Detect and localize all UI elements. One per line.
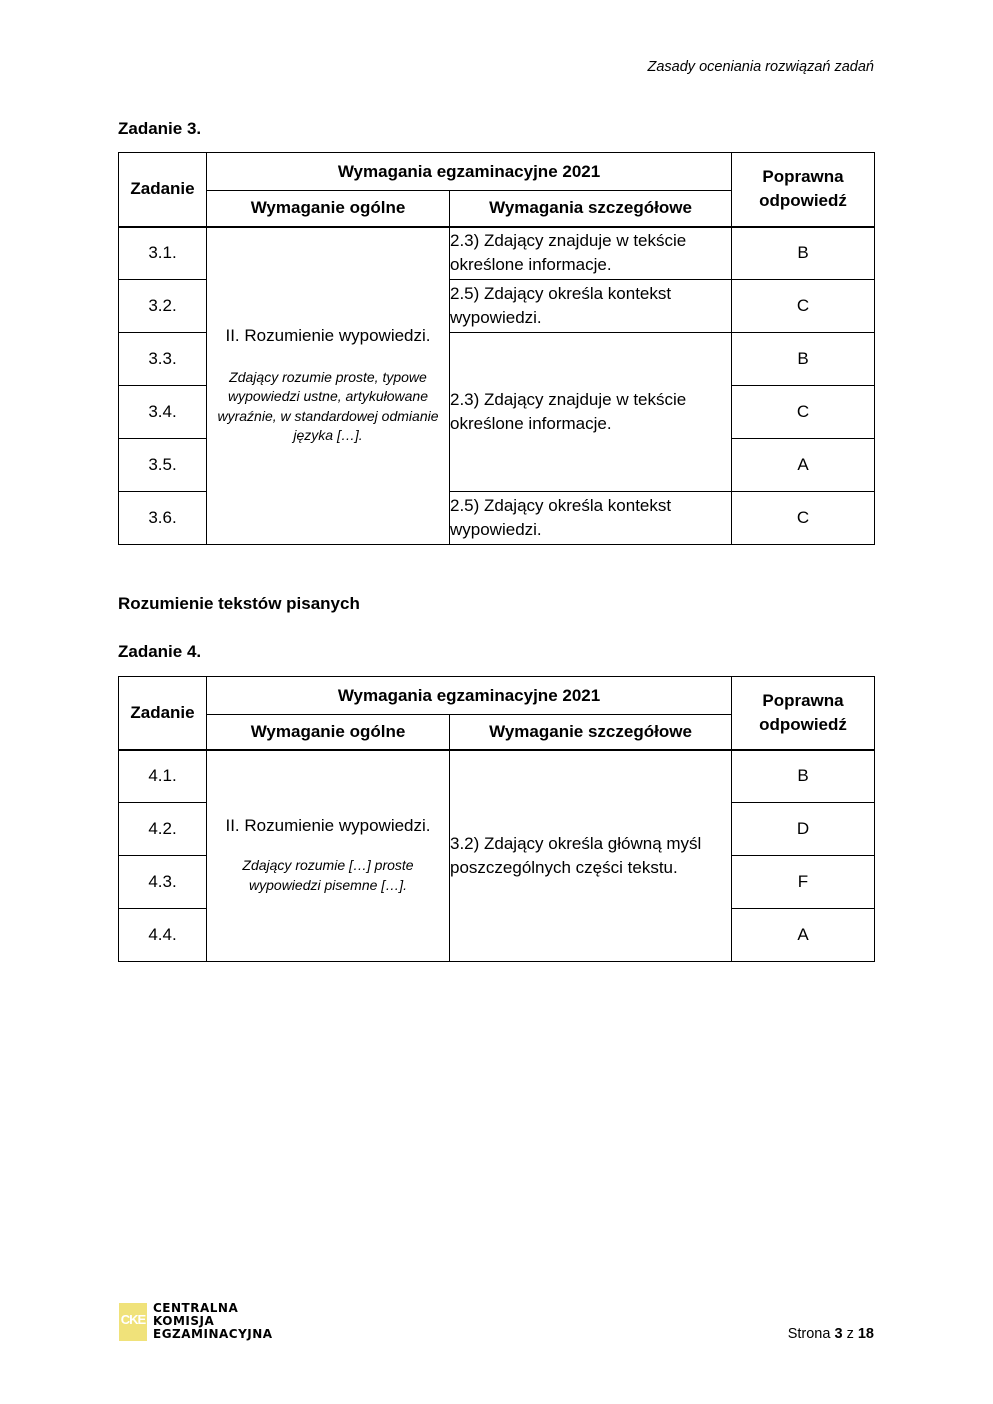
- task4-general: [207, 750, 450, 962]
- task3-row-num: 3.3.: [119, 333, 207, 386]
- task3-col-answer-line2: odpowiedź: [759, 191, 847, 211]
- task3-col-answer: [732, 153, 875, 227]
- task4-col-detailed: Wymaganie szczegółowe: [450, 715, 732, 750]
- task4-detailed: 3.2) Zdający określa główną myśl poszczególnych części tekstu.: [450, 750, 732, 962]
- task4-row-num: 4.2.: [119, 803, 207, 856]
- task3-row-answer: C: [732, 492, 875, 545]
- task4-col-task: Zadanie: [119, 677, 207, 750]
- cke-logo-line1: CENTRALNA: [153, 1301, 239, 1315]
- task3-table: [118, 152, 875, 545]
- task3-general-title: II. Rozumienie wypowiedzi.: [225, 325, 431, 345]
- task4-col-answer: [732, 677, 875, 750]
- task3-row-num: 3.1.: [119, 227, 207, 280]
- task4-col-requirements: Wymagania egzaminacyjne 2021: [207, 677, 732, 715]
- cke-logo-line3: EGZAMINACYJNA: [153, 1327, 273, 1341]
- running-header: Zasady oceniania rozwiązań zadań: [647, 59, 874, 75]
- task4-col-answer-line1: Poprawna: [762, 690, 844, 710]
- task4-row-answer: B: [732, 750, 875, 803]
- cke-logo-mark-text: CKE: [120, 1311, 146, 1327]
- task3-detailed-3: 2.3) Zdający znajduje w tekście określone informacje.: [450, 333, 732, 492]
- task4-row-num: 4.3.: [119, 856, 207, 909]
- task3-row-num: 3.5.: [119, 439, 207, 492]
- task3-row-answer: A: [732, 439, 875, 492]
- task3-detailed-2: 2.5) Zdający określa kontekst wypowiedzi.: [450, 280, 732, 333]
- task3-col-general: Wymaganie ogólne: [207, 191, 450, 227]
- task3-row-answer: B: [732, 333, 875, 386]
- task3-row-answer: C: [732, 280, 875, 333]
- task4-general-desc: Zdający rozumie […] proste wypowiedzi pisemne […].: [242, 857, 414, 893]
- task3-row-answer: B: [732, 227, 875, 280]
- task3-heading: Zadanie 3.: [118, 119, 202, 138]
- cke-logo-icon: [119, 1303, 147, 1341]
- task3-col-answer-line1: Poprawna: [762, 167, 844, 187]
- task4-row-answer: D: [732, 803, 875, 856]
- task4-table: [118, 676, 875, 962]
- cke-logo-line2: KOMISJA: [153, 1314, 215, 1328]
- task3-detailed-1: 2.3) Zdający znajduje w tekście określone informacje.: [450, 227, 732, 280]
- task3-col-requirements: Wymagania egzaminacyjne 2021: [207, 153, 732, 191]
- page-current: 3: [834, 1326, 843, 1342]
- cke-logo: [119, 1302, 273, 1341]
- page-number: [788, 1326, 874, 1342]
- page-sep: z: [846, 1326, 854, 1342]
- task4-col-answer-line2: odpowiedź: [759, 714, 847, 734]
- page-total: 18: [857, 1326, 874, 1342]
- task3-row-num: 3.6.: [119, 492, 207, 545]
- task4-heading: Zadanie 4.: [118, 642, 202, 661]
- task3-row-num: 3.4.: [119, 386, 207, 439]
- task3-row-num: 3.2.: [119, 280, 207, 333]
- cke-logo-text: [153, 1302, 273, 1341]
- task3-general: [207, 227, 450, 545]
- task3-col-task: Zadanie: [119, 153, 207, 227]
- task4-row-answer: A: [732, 909, 875, 962]
- page-label: Strona: [787, 1326, 831, 1342]
- task3-detailed-4: 2.5) Zdający określa kontekst wypowiedzi.: [450, 492, 732, 545]
- task4-row-num: 4.4.: [119, 909, 207, 962]
- task4-general-title: II. Rozumienie wypowiedzi.: [225, 816, 431, 836]
- section-heading: Rozumienie tekstów pisanych: [118, 594, 360, 613]
- task4-row-answer: F: [732, 856, 875, 909]
- task3-col-detailed: Wymagania szczegółowe: [450, 191, 732, 227]
- task4-col-general: Wymaganie ogólne: [207, 715, 450, 750]
- task4-row-num: 4.1.: [119, 750, 207, 803]
- task3-general-desc: Zdający rozumie proste, typowe wypowiedzi ustne, artykułowane wyraźnie, w standardowej odmianie języka […].: [217, 368, 439, 444]
- task3-row-answer: C: [732, 386, 875, 439]
